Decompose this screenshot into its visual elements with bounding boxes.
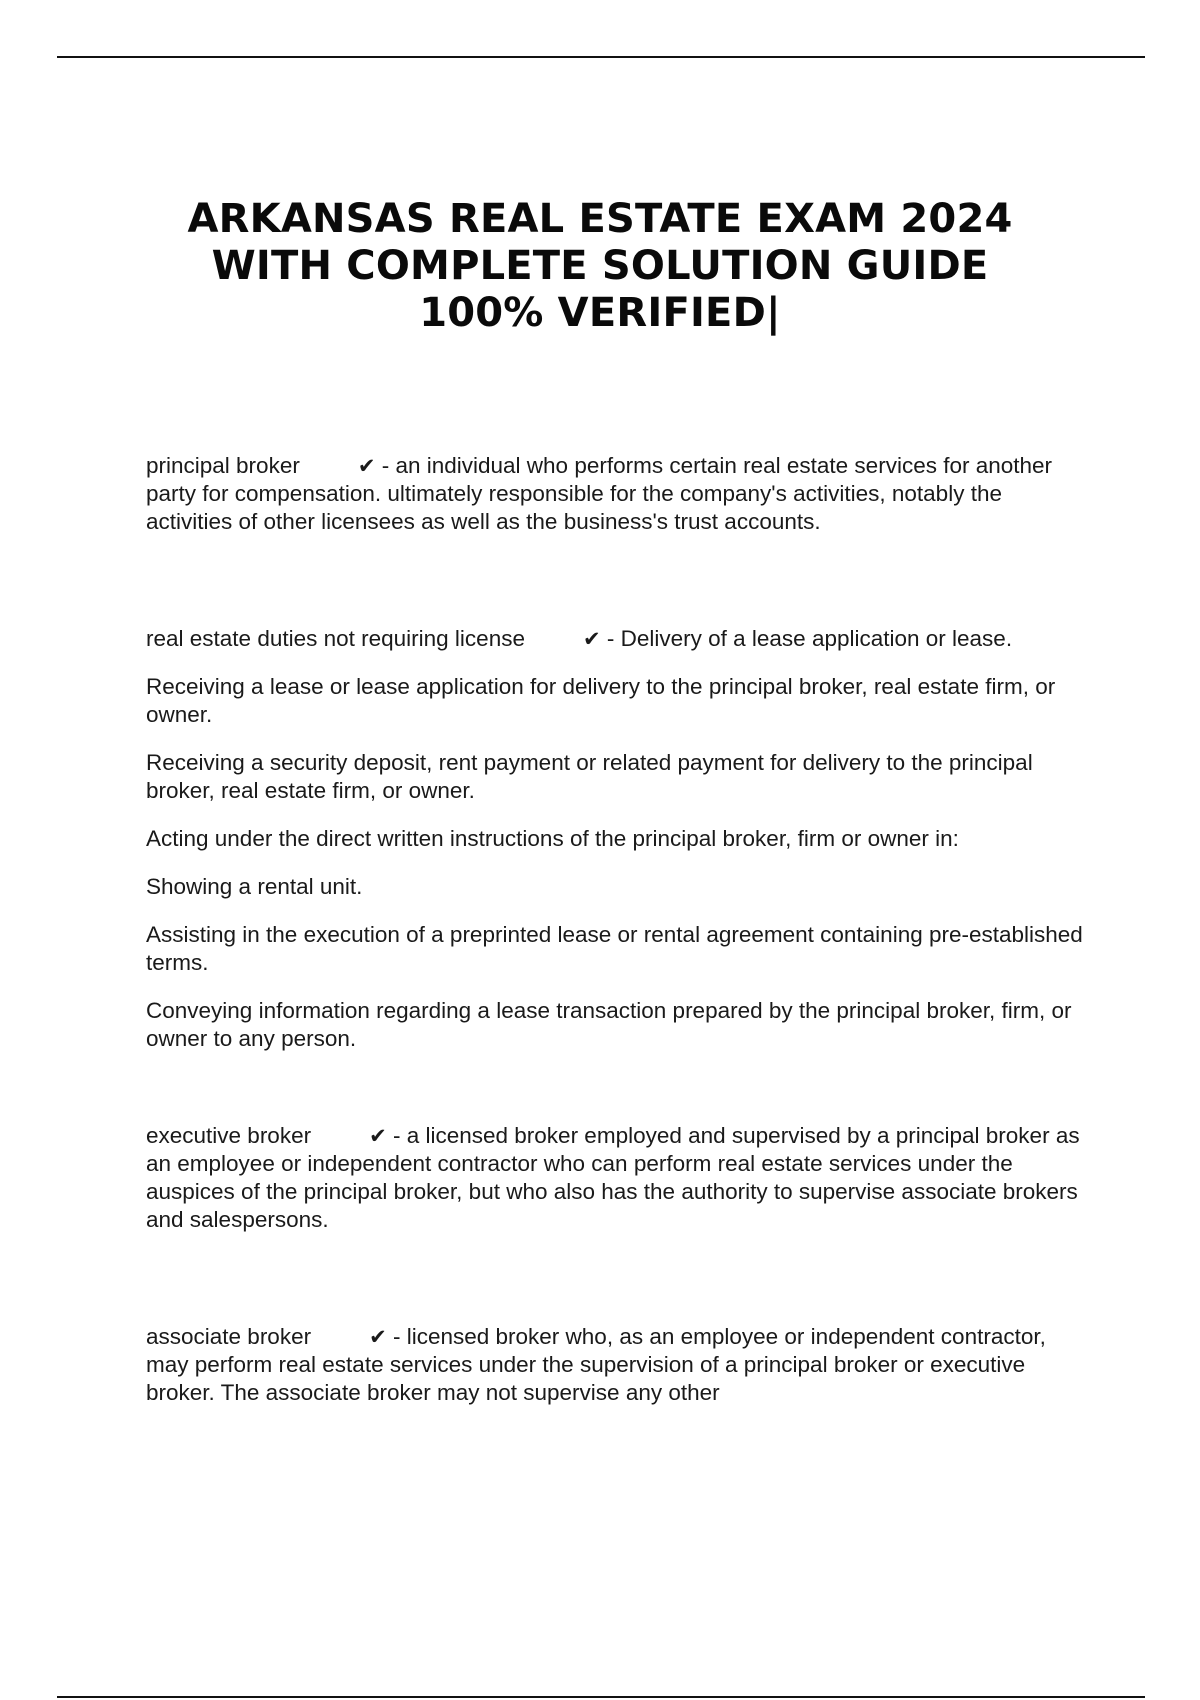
title-line-3: 100% VERIFIED| [419, 290, 781, 336]
title-line-1: ARKANSAS REAL ESTATE EXAM 2024 [187, 196, 1013, 242]
title-line-2: WITH COMPLETE SOLUTION GUIDE [211, 243, 989, 289]
entry-principal-broker [146, 452, 1086, 536]
entry-term: executive broker [146, 1123, 312, 1148]
entry-paragraph: Receiving a lease or lease application for delivery to the principal broker, real estate firm, or owner. [146, 674, 1056, 727]
check-icon: ✔ [369, 1325, 387, 1349]
entry-executive-broker [146, 1122, 1086, 1234]
entry-definition: - a licensed broker employed and supervised by a principal broker as an employee or independent contractor who can perform real estate services under the auspices of the principal broker, but who also has the authority to supervise associate brokers and salespersons. [146, 1123, 1080, 1232]
document-title [120, 196, 1080, 337]
bottom-rule [57, 1696, 1145, 1698]
top-rule [57, 56, 1145, 58]
entry-definition: - an individual who performs certain real estate services for another party for compensation. ultimately responsible for the company's activities, notably the activities of other licensees as well as the business's trust accounts. [146, 453, 1053, 534]
entry-definition: - Delivery of a lease application or lease. [606, 626, 1013, 651]
entry-definition: - licensed broker who, as an employee or independent contractor, may perform real estate services under the supervision of a principal broker or executive broker. The associate broker may not supervise any other [146, 1324, 1046, 1405]
entry-paragraph: Receiving a security deposit, rent payment or related payment for delivery to the principal broker, real estate firm, or owner. [146, 750, 1033, 803]
check-icon: ✔ [357, 454, 376, 478]
entry-paragraph: Conveying information regarding a lease transaction prepared by the principal broker, firm, or owner to any person. [146, 998, 1072, 1051]
check-icon: ✔ [369, 1124, 387, 1148]
entry-associate-broker [146, 1323, 1086, 1407]
entry-term: principal broker [146, 453, 300, 478]
flashcard-list [146, 452, 1086, 1407]
entry-paragraph: Showing a rental unit. [146, 874, 363, 899]
entry-term: associate broker [146, 1324, 312, 1349]
entry-paragraph: Assisting in the execution of a preprinted lease or rental agreement containing pre-established terms. [146, 922, 1083, 975]
check-icon: ✔ [582, 627, 601, 651]
entry-duties-not-requiring-license [146, 625, 1086, 1053]
entry-paragraph: Acting under the direct written instructions of the principal broker, firm or owner in: [146, 826, 959, 851]
entry-term: real estate duties not requiring license [146, 626, 525, 651]
